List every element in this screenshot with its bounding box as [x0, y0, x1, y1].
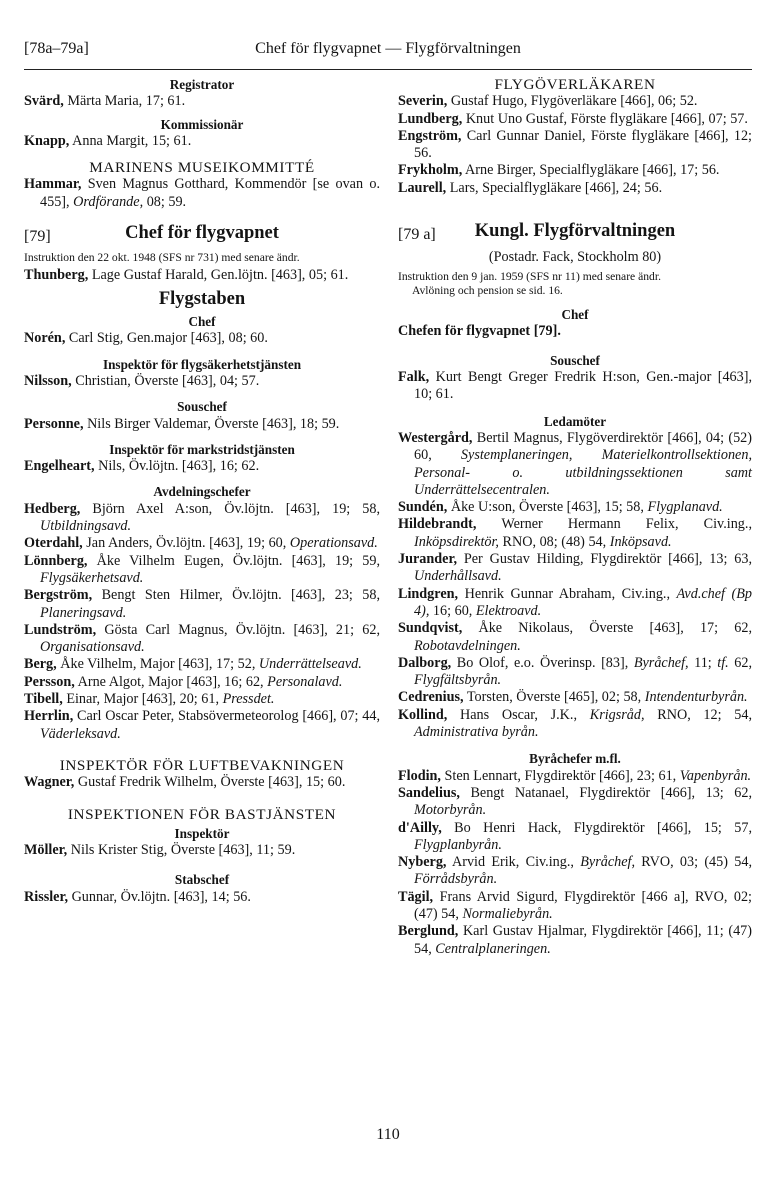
heading-byrachefer: Byråchefer m.fl.: [529, 751, 621, 767]
heading-registrator: Registrator: [169, 77, 235, 92]
entry: Svärd, Märta Maria, 17; 61.: [24, 93, 186, 110]
instruction-note: Instruktion den 22 okt. 1948 (SFS nr 731) med senare ändr.: [24, 251, 300, 265]
page-number: 110: [376, 1126, 400, 1143]
entry: Norén, Carl Stig, Gen.major [463], 08; 60.: [24, 330, 268, 347]
section-number: [79 a]: [398, 226, 436, 244]
entry: Hildebrandt, Werner Hermann Felix, Civ.ing., Inköpsdirektör, RNO, 08; (48) 54, Inköpsavd.: [398, 516, 752, 550]
left-column: [24, 76, 380, 906]
entry: Falk, Kurt Bengt Greger Fredrik H:son, Gen.-major [463], 10; 61.: [398, 369, 753, 403]
entry: Berglund, Karl Gustav Hjalmar, Flygdirektör [466], 11; (47) 54, Centralplaneringen.: [398, 923, 752, 957]
entry: Frykholm, Arne Birger, Specialflygläkare [466], 17; 56.: [398, 162, 720, 179]
entry: Bergström, Bengt Sten Hilmer, Öv.löjtn. [463], 23; 58, Planeringsavd.: [24, 587, 380, 621]
entry: Tibell, Einar, Major [463], 20; 61, Pressdet.: [24, 691, 275, 708]
entry: Engström, Carl Gunnar Daniel, Förste flygläkare [466], 12; 56.: [398, 127, 752, 162]
heading-inspektor-markstrid: Inspektör för markstridstjänsten: [109, 441, 295, 457]
entry: Hammar, Sven Magnus Gotthard, Kommendör [se ovan o. 455], Ordförande, 08; 59.: [24, 176, 381, 210]
entry: Dalborg, Bo Olof, e.o. Överinsp. [83], Byråchef, 11; tf. 62, Flygfältsbyrån.: [398, 654, 753, 689]
running-title: Chef för flygvapnet — Flygförvaltningen: [255, 40, 521, 57]
entry: Cedrenius, Torsten, Överste [465], 02; 58, Intendenturbyrån.: [398, 689, 748, 706]
section-79-heading: [24, 225, 380, 249]
entry: d'Ailly, Bo Henri Hack, Flygdirektör [466], 15; 57, Flygplanbyrån.: [398, 819, 752, 853]
entry: Lundberg, Knut Uno Gustaf, Förste flygläkare [466], 07; 57.: [398, 110, 748, 127]
entry: Severin, Gustaf Hugo, Flygöverläkare [466], 06; 52.: [398, 93, 698, 110]
postal-address: (Postadr. Fack, Stockholm 80): [488, 249, 662, 266]
heading-kommissionar: Kommissionär: [160, 116, 244, 132]
entry: Personne, Nils Birger Valdemar, Överste [463], 18; 59.: [24, 415, 340, 432]
heading-inspektor-flygsakerhet: Inspektör för flygsäkerhetstjänsten: [102, 356, 302, 372]
header-rule: [24, 69, 752, 70]
entry: Sundqvist, Åke Nikolaus, Överste [463], 17; 62, Robotavdelningen.: [398, 620, 752, 654]
entry: Sundén, Åke U:son, Överste [463], 15; 58, Flygplanavd.: [398, 499, 723, 516]
heading-flygstaben: Flygstaben: [158, 288, 246, 309]
heading-ledamoter: Ledamöter: [543, 413, 607, 429]
heading-avdelningschefer: Avdelningschefer: [153, 484, 251, 500]
entry: Persson, Arne Algot, Major [463], 16; 62, Personalavd.: [24, 673, 343, 690]
right-column: [398, 76, 752, 958]
section-79a-heading: [398, 223, 752, 247]
entry: Flodin, Sten Lennart, Flygdirektör [466], 23; 61, Vapenbyrån.: [398, 767, 752, 784]
entry: Nyberg, Arvid Erik, Civ.ing., Byråchef, RVO, 03; (45) 54, Förrådsbyrån.: [398, 854, 752, 888]
section-number: [79]: [24, 228, 51, 246]
entry: Oterdahl, Jan Anders, Öv.löjtn. [463], 19; 60, Operationsavd.: [24, 535, 378, 552]
entry: Sandelius, Bengt Natanael, Flygdirektör [466], 13; 62, Motorbyrån.: [398, 784, 752, 819]
heading-souschef: Souschef: [177, 399, 227, 415]
running-header: [24, 40, 752, 64]
heading-inspektor: Inspektör: [174, 825, 230, 841]
entry: Engelheart, Nils, Öv.löjtn. [463], 16; 62.: [24, 458, 260, 475]
entry: Lindgren, Henrik Gunnar Abraham, Civ.ing., Avd.chef (Bp 4), 16; 60, Elektroavd.: [398, 585, 753, 619]
entry: Knapp, Anna Margit, 15; 61.: [24, 132, 192, 149]
entry: Kollind, Hans Oscar, J.K., Krigsråd, RNO, 12; 54, Administrativa byrån.: [398, 706, 752, 741]
heading-luftbevakningen: INSPEKTÖR FÖR LUFTBEVAKNINGEN: [59, 756, 345, 774]
heading-stabschef: Stabschef: [174, 872, 230, 888]
entry: Herrlin, Carl Oscar Peter, Stabsövermeteorolog [466], 07; 44, Väderleksavd.: [24, 708, 380, 742]
chef-line: Chefen för flygvapnet [79].: [398, 323, 561, 340]
entry: Tägil, Frans Arvid Sigurd, Flygdirektör [466 a], RVO, 02; (47) 54, Normaliebyrån.: [398, 888, 753, 922]
entry: Lönnberg, Åke Vilhelm Eugen, Öv.löjtn. [463], 19; 59, Flygsäkerhetsavd.: [24, 552, 381, 586]
heading-marinens-museikommitte: MARINENS MUSEIKOMMITTÉ: [89, 159, 315, 177]
heading-chef: Chef: [188, 314, 216, 330]
salary-note: Avlöning och pension se sid. 16.: [412, 283, 563, 297]
entry: Berg, Åke Vilhelm, Major [463], 17; 52, Underrättelseavd.: [24, 656, 362, 673]
entry: Nilsson, Christian, Överste [463], 04; 57.: [24, 372, 260, 389]
instruction-note: Instruktion den 9 jan. 1959 (SFS nr 11) med senare ändr.: [398, 270, 661, 284]
entry: Thunberg, Lage Gustaf Harald, Gen.löjtn. [463], 05; 61.: [24, 267, 349, 284]
heading-flygoverlakaren: FLYGÖVERLÄKAREN: [494, 76, 656, 93]
entry: Hedberg, Björn Axel A:son, Öv.löjtn. [463], 19; 58, Utbildningsavd.: [24, 500, 381, 535]
entry: Westergård, Bertil Magnus, Flygöverdirektör [466], 04; (52) 60, Systemplaneringen, Materielkontrollsektionen, Personal- o. utbildningssektionen samt Underrättelsecentralen.: [398, 429, 752, 498]
entry: Wagner, Gustaf Fredrik Wilhelm, Överste [463], 15; 60.: [24, 774, 346, 791]
heading-souschef: Souschef: [550, 352, 600, 368]
entry: Rissler, Gunnar, Öv.löjtn. [463], 14; 56.: [24, 888, 251, 905]
entry: Laurell, Lars, Specialflygläkare [466], 24; 56.: [398, 179, 663, 196]
entry: Jurander, Per Gustav Hilding, Flygdirektör [466], 13; 63, Underhållsavd.: [398, 551, 753, 585]
heading-chef: Chef: [561, 307, 589, 323]
section-title: Chef för flygvapnet: [125, 223, 279, 244]
entry: Lundström, Gösta Carl Magnus, Öv.löjtn. [463], 21; 62, Organisationsavd.: [24, 621, 381, 656]
page-reference: [78a–79a]: [24, 40, 89, 57]
heading-bastjansten: INSPEKTIONEN FÖR BASTJÄNSTEN: [67, 805, 337, 823]
entry: Möller, Nils Krister Stig, Överste [463], 11; 59.: [24, 842, 296, 859]
section-title: Kungl. Flygförvaltningen: [474, 221, 676, 242]
